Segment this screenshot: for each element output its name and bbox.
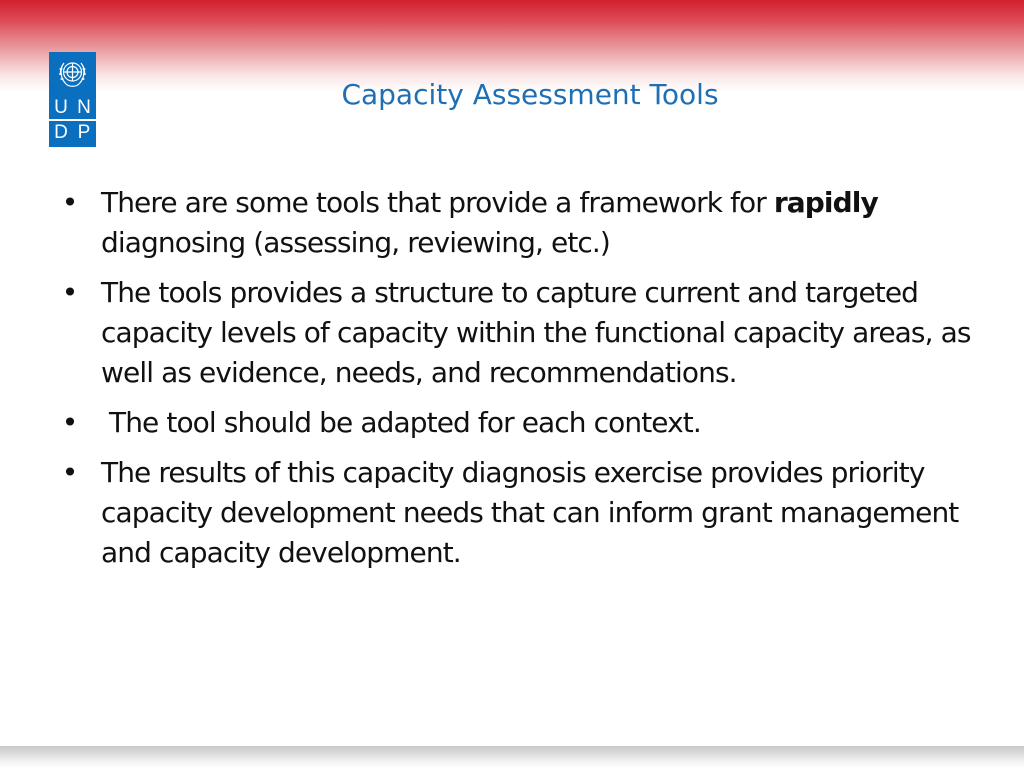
bullet-marker: •	[61, 186, 79, 219]
bullet-text: The tool should be adapted for each context.	[109, 406, 701, 439]
bullet-marker: •	[61, 276, 79, 309]
slide-title: Capacity Assessment Tools	[341, 78, 719, 111]
bullet-text-part: There are some tools that provide a framework for	[101, 186, 774, 219]
logo-letter-u: U	[54, 97, 68, 118]
bullet-marker: •	[61, 456, 79, 489]
bullet-text	[101, 183, 980, 263]
bullet-item	[60, 403, 980, 443]
bullet-marker: •	[61, 406, 79, 439]
footer-gradient-band	[0, 746, 1024, 768]
logo-letter-d: D	[54, 122, 68, 143]
logo-divider	[49, 119, 96, 121]
bullet-item	[60, 453, 980, 573]
bullet-item	[60, 183, 980, 263]
logo-letter-p: P	[77, 122, 91, 143]
bullet-list	[60, 183, 980, 583]
bullet-emphasis: rapidly	[773, 186, 878, 219]
bullet-item	[60, 273, 980, 393]
undp-logo	[49, 52, 96, 147]
bullet-text: The results of this capacity diagnosis exercise provides priority capacity development needs that can inform grant management and capacity development.	[101, 456, 959, 569]
bullet-text: The tools provides a structure to capture current and targeted capacity levels of capacity within the functional capacity areas, as well as evidence, needs, and recommendations.	[101, 276, 971, 389]
un-emblem-icon	[56, 57, 89, 90]
bullet-text-part: diagnosing (assessing, reviewing, etc.)	[101, 226, 610, 259]
logo-letter-n: N	[77, 97, 91, 118]
